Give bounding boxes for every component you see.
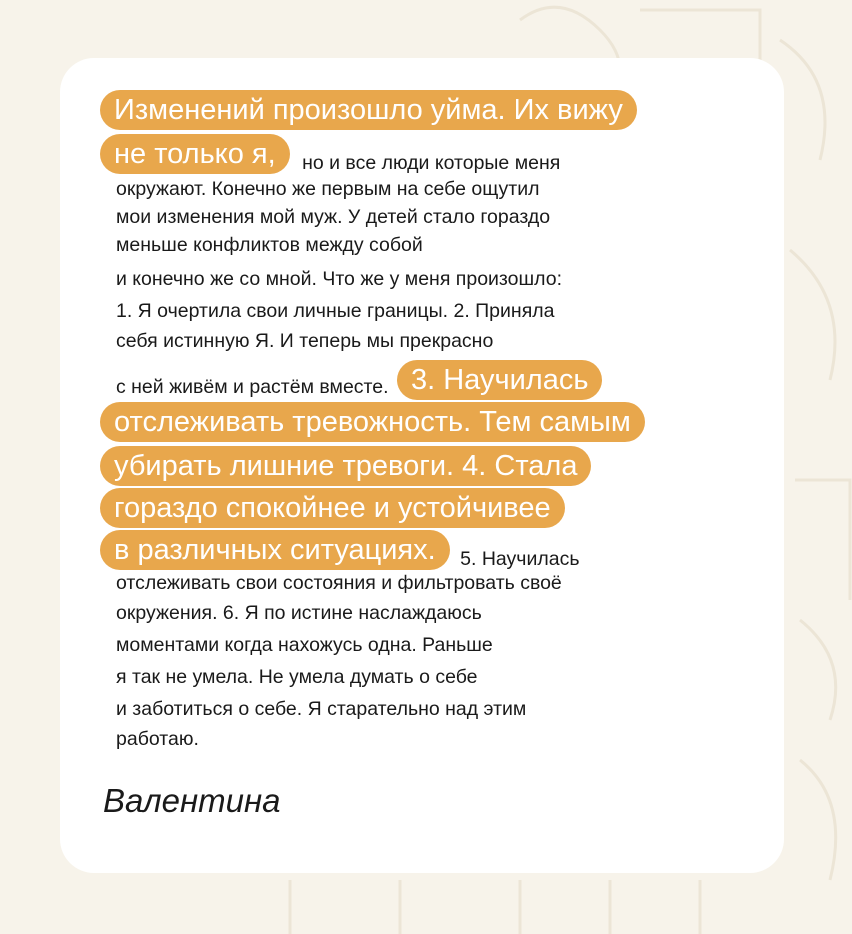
review-line-10 xyxy=(100,402,645,442)
highlight-pill: отслеживать тревожность. Тем самым xyxy=(100,402,645,442)
review-line-19: работаю. xyxy=(116,728,199,750)
highlight-pill: в различных ситуациях. xyxy=(100,530,450,570)
author-signature: Валентина xyxy=(103,782,281,819)
review-line-11 xyxy=(100,446,591,486)
review-line-5: меньше конфликтов между собой xyxy=(116,234,423,256)
review-line-14: отслеживать свои состояния и фильтровать своё xyxy=(116,572,562,594)
review-line-17: я так не умела. Не умела думать о себе xyxy=(116,666,478,688)
review-line-12 xyxy=(100,488,565,528)
highlight-pill: гораздо спокойнее и устойчивее xyxy=(100,488,565,528)
review-line-18: и заботиться о себе. Я старательно над этим xyxy=(116,698,527,720)
highlight-pill: 3. Научилась xyxy=(397,360,602,400)
review-line-9 xyxy=(116,360,602,400)
review-line-2 xyxy=(100,134,560,174)
review-line-16: моментами когда нахожусь одна. Раньше xyxy=(116,634,493,656)
highlight-pill: Изменений произошло уйма. Их вижу xyxy=(100,90,637,130)
review-line-8: себя истинную Я. И теперь мы прекрасно xyxy=(116,330,494,352)
review-text: но и все люди которые меня xyxy=(302,152,561,174)
review-line-15: окружения. 6. Я по истине наслаждаюсь xyxy=(116,602,482,624)
review-line-6: и конечно же со мной. Что же у меня произошло: xyxy=(116,268,563,290)
highlight-pill: не только я, xyxy=(100,134,290,174)
review-text: с ней живём и растём вместе. xyxy=(116,376,389,398)
review-line-3: окружают. Конечно же первым на себе ощутил xyxy=(116,178,540,200)
highlight-pill: убирать лишние тревоги. 4. Стала xyxy=(100,446,591,486)
review-line-1 xyxy=(100,90,637,130)
review-text: 5. Научилась xyxy=(460,548,580,570)
review-line-13 xyxy=(100,530,579,570)
review-line-4: мои изменения мой муж. У детей стало гораздо xyxy=(116,206,551,228)
review-line-7: 1. Я очертила свои личные границы. 2. Приняла xyxy=(116,300,555,322)
